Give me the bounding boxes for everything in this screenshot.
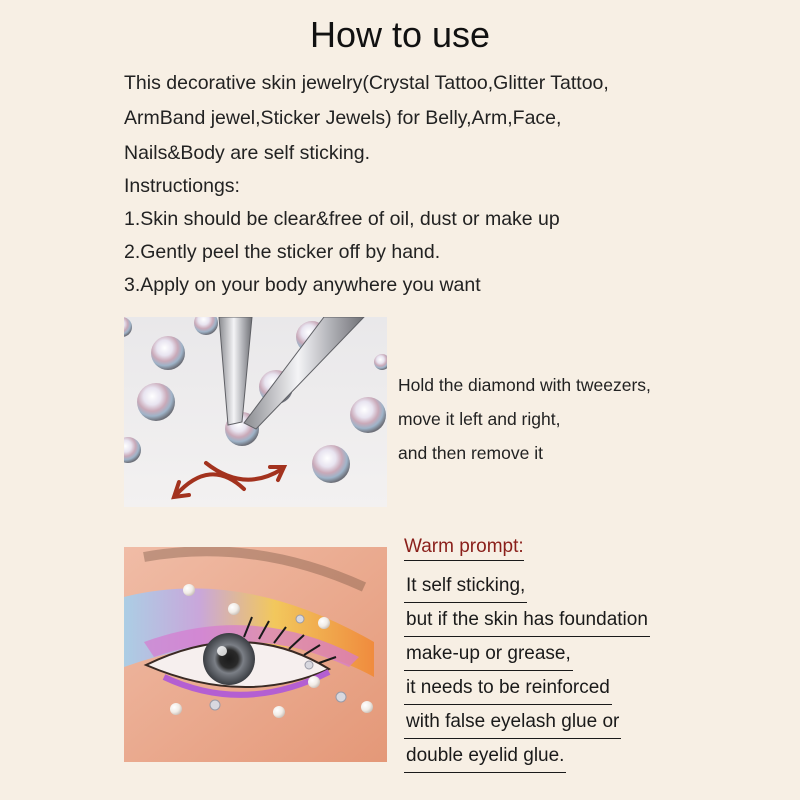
- intro-line: This decorative skin jewelry(Crystal Tattoo,Glitter Tattoo,: [124, 72, 609, 94]
- instructions-heading: Instructiongs:: [124, 175, 240, 197]
- warm-prompt-text: [404, 571, 784, 775]
- warm-prompt-line: double eyelid glue.: [404, 741, 566, 773]
- instruction-step: 1.Skin should be clear&free of oil, dust or make up: [124, 208, 560, 230]
- warm-prompt-line: with false eyelash glue or: [404, 707, 621, 739]
- page-title: How to use: [309, 14, 491, 55]
- instruction-step: 2.Gently peel the sticker off by hand.: [124, 241, 441, 263]
- step-caption-line: move it left and right,: [398, 409, 561, 429]
- step-caption-line: and then remove it: [398, 443, 543, 463]
- warm-prompt-line: but if the skin has foundation: [404, 605, 650, 637]
- eye-makeup-photo: [124, 547, 387, 762]
- tweezers-photo: [124, 317, 387, 507]
- intro-paragraph: [124, 66, 724, 171]
- intro-line: ArmBand jewel,Sticker Jewels) for Belly,Arm,Face,: [124, 107, 562, 129]
- step-caption: [398, 368, 758, 470]
- step-caption-line: Hold the diamond with tweezers,: [398, 375, 651, 395]
- tweezers-illustration: [124, 317, 387, 507]
- eye-makeup-illustration: [124, 547, 387, 762]
- instruction-step: 3.Apply on your body anywhere you want: [124, 274, 481, 296]
- instructions-section: [124, 170, 764, 302]
- warm-prompt-title: Warm prompt:: [404, 536, 524, 561]
- intro-line: Nails&Body are self sticking.: [124, 142, 371, 164]
- warm-prompt-line: make-up or grease,: [404, 639, 573, 671]
- warm-prompt-line: It self sticking,: [404, 571, 527, 603]
- warm-prompt-line: it needs to be reinforced: [404, 673, 612, 705]
